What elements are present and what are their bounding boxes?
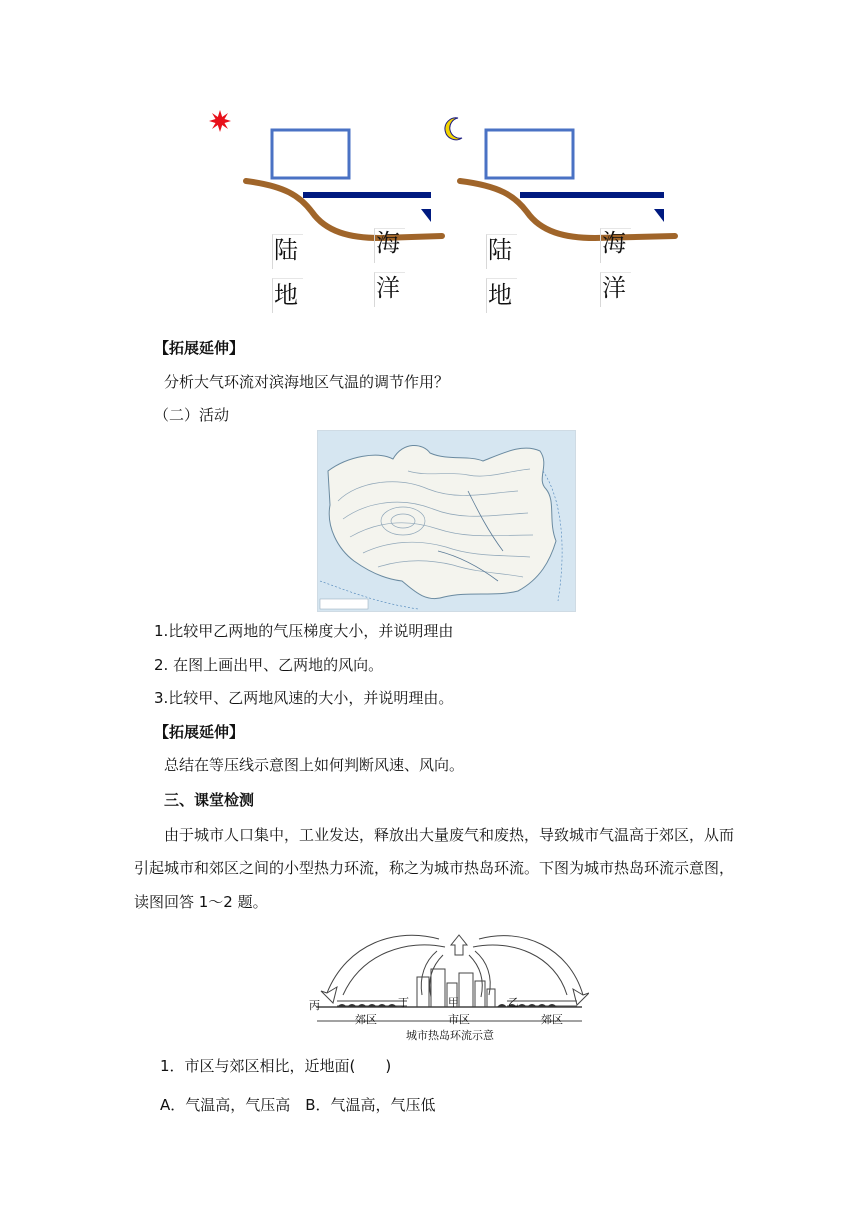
right-land-char-1: 陆 (488, 236, 512, 264)
left-sea-char-2: 洋 (376, 274, 400, 302)
check-paragraph-line-1: 由于城市人口集中，工业发达，释放出大量废气和废热，导致城市气温高于郊区，从而 (164, 826, 735, 844)
label-ding: 丁 (398, 996, 409, 1009)
extension-heading-2: 【拓展延伸】 (154, 723, 245, 741)
activity-heading: （二）活动 (154, 406, 230, 424)
right-ground-line (460, 181, 675, 238)
label-yi: 乙 (508, 996, 519, 1009)
land-sea-diagram (0, 0, 860, 320)
left-sea-char-1: 海 (376, 229, 400, 257)
extension-text-1: 分析大气环流对滨海地区气温的调节作用？ (164, 373, 450, 391)
right-sea-char-2: 洋 (602, 274, 626, 302)
check-paragraph-line-2: 引起城市和郊区之间的小型热力环流，称之为城市热岛环流。下图为城市热岛环流示意图， (134, 859, 735, 877)
right-flag (654, 209, 664, 222)
question-1-options: A．气温高，气压高 B．气温高，气压低 (160, 1096, 436, 1114)
figure-caption: 城市热岛环流示意 (406, 1029, 494, 1042)
left-land-char-2: 地 (274, 281, 298, 309)
sun-icon (209, 110, 231, 132)
right-sea-bar (520, 192, 664, 198)
right-land-char-2: 地 (488, 281, 512, 309)
isobar-map (317, 430, 576, 612)
right-circulation-box (486, 130, 573, 178)
left-land-char-1: 陆 (274, 236, 298, 264)
left-flag (421, 209, 431, 222)
left-sea-bar (303, 192, 431, 198)
extension-heading-1: 【拓展延伸】 (154, 339, 245, 357)
right-sea-char-1: 海 (602, 229, 626, 257)
label-jia: 甲 (448, 996, 459, 1009)
check-heading: 三、课堂检测 (164, 791, 255, 809)
label-bing: 丙 (309, 999, 320, 1012)
label-city: 市区 (448, 1013, 470, 1026)
label-suburb-right: 郊区 (541, 1013, 563, 1026)
left-circulation-box (272, 130, 349, 178)
moon-icon (445, 118, 462, 140)
label-suburb-left: 郊区 (355, 1013, 377, 1026)
activity-question-1: 1.比较甲乙两地的气压梯度大小，并说明理由 (154, 622, 454, 640)
activity-question-2: 2. 在图上画出甲、乙两地的风向。 (154, 656, 384, 674)
activity-question-3: 3.比较甲、乙两地风速的大小，并说明理由。 (154, 689, 454, 707)
left-ground-line (246, 181, 442, 238)
check-paragraph-line-3: 读图回答 1～2 题。 (134, 893, 268, 911)
question-1-stem: 1．市区与郊区相比，近地面( ) (160, 1057, 392, 1075)
extension-text-2: 总结在等压线示意图上如何判断风速、风向。 (164, 756, 465, 774)
